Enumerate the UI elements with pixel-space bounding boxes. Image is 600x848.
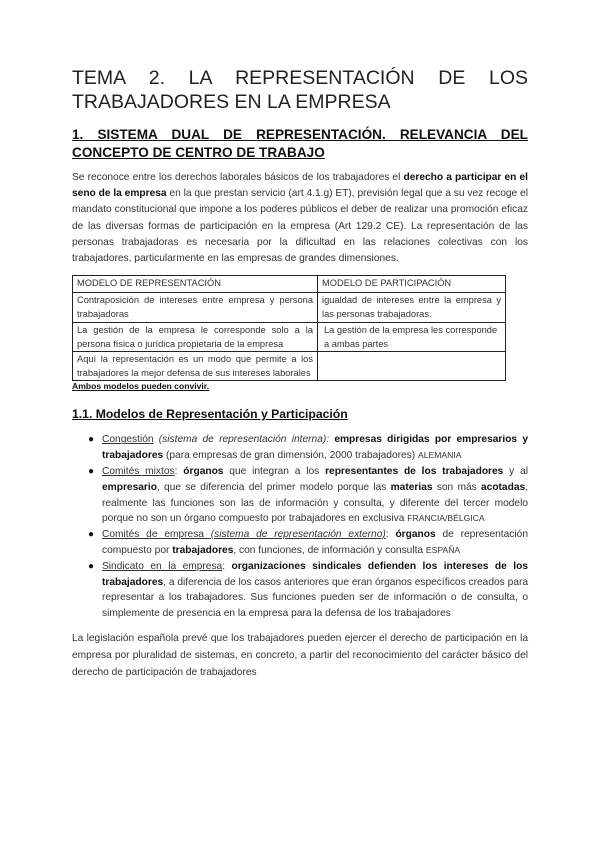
table-cell: Aquí la representación es un modo que permite a los trabajadores la mejor defensa de sus intereses laborales: [73, 352, 318, 381]
models-table: [72, 275, 506, 381]
table-header-row: [73, 276, 506, 293]
intro-text-1: Se reconoce entre los derechos laborales básicos de los trabajadores el: [72, 172, 404, 183]
table-cell: [318, 352, 506, 381]
bullet-bold: materias: [390, 481, 433, 493]
intro-bold-1: derecho a participar en el seno de la empresa: [72, 172, 528, 200]
bullet-bold: representantes de los trabajadores: [325, 466, 504, 478]
intro-text-2: en la que prestan servicio (art 4.1.g) ET), previsión legal que a su vez recoge el mandato constitucional que impone a los poderes públicos el deber de realizar una promoción eficaz de las diversas formas de participación en la empresa (Art 129.2 CE). La representación de las personas trabajadoras es necesaria por la dificultad en las relaciones colectivas con los trabajadores, particularmente en las empresas de grandes dimensiones.: [72, 188, 528, 265]
closing-paragraph: La legislación española prevé que los trabajadores pueden ejercer el derecho de participación en la empresa por pluralidad de sistemas, en concreto, a partir del reconocimiento del carácter básico del derecho de participación de trabajadores: [72, 633, 528, 678]
bullet-term: Comités de empresa: [102, 529, 211, 541]
intro-paragraph: [72, 170, 528, 267]
bullet-bold: organizaciones sindicales defienden los intereses de los trabajadores: [102, 560, 528, 588]
bullet-text: , realmente las funciones son las de información y consulta, y diferente del tercer modelo porque no son un órgano compuesto por trabajadores en exclusiva: [102, 481, 528, 525]
table-row: [73, 293, 506, 322]
country-tag: ALEMANIA: [418, 450, 462, 461]
bullet-term: Sindicato en la empresa: [102, 560, 223, 572]
table-row: [73, 322, 506, 351]
table-cell: La gestión de la empresa le corresponde solo a la persona física o jurídica propietaria de la empresa: [73, 322, 318, 351]
bullet-icon: ●: [88, 529, 95, 541]
bullet-italic: (sistema de representación externo): [210, 529, 386, 541]
table-row: [73, 352, 506, 381]
bullet-bold: acotadas: [480, 481, 526, 493]
bullet-bold: órganos: [183, 466, 224, 478]
section-1-heading-line-1: 1. SISTEMA DUAL DE REPRESENTACIÓN. RELEVANCIA DEL: [72, 127, 528, 142]
bullet-term: Congestión: [102, 434, 154, 446]
bullet-text: , con funciones, de información y consulta: [233, 545, 426, 557]
bullet-text: de representación compuesto por: [102, 529, 528, 557]
country-tag: FRANCIA/BÉLGICA: [407, 513, 485, 524]
table-cell: Contraposición de intereses entre empresa y persona trabajadoras: [73, 293, 318, 322]
models-list: [72, 432, 528, 622]
title-line-1: TEMA 2. LA REPRESENTACIÓN DE LOS: [72, 67, 528, 89]
section-1-heading: [72, 126, 528, 162]
bullet-italic: (sistema de representación interna):: [153, 434, 330, 446]
document-page: [72, 66, 528, 681]
table-note: Ambos modelos pueden convivir.: [72, 381, 210, 392]
table-header-cell: MODELO DE REPRESENTACIÓN: [73, 276, 318, 293]
bullet-text: (para empresas de gran dimensión, 2000 trabajadores): [163, 450, 418, 462]
bullet-bold: empresario: [102, 481, 157, 493]
list-item: [88, 432, 528, 464]
bullet-text: :: [174, 466, 184, 478]
bullet-text: , a diferencia de los casos anteriores que eran órganos específicos creados para representar a los trabajadores. Sus funciones pueden ser de información o de consulta, o simplemente de presencia en la empresa para la defensa de los trabajadores: [102, 576, 528, 620]
section-1-1-heading: 1.1. Modelos de Representación y Participación: [72, 407, 348, 422]
list-item: [88, 559, 528, 622]
table-header-cell: MODELO DE PARTICIPACIÓN: [318, 276, 506, 293]
bullet-text: y al: [503, 466, 529, 478]
bullet-text: :: [222, 560, 232, 572]
page-title: [72, 66, 528, 114]
bullet-bold: órganos: [395, 529, 436, 541]
bullet-icon: ●: [88, 434, 95, 446]
bullet-text: :: [385, 529, 396, 541]
country-tag: ESPAÑA: [425, 545, 461, 556]
bullet-icon: ●: [88, 560, 95, 572]
table-cell: igualdad de intereses entre la empresa y las personas trabajadoras.: [318, 293, 506, 322]
list-item: [88, 527, 528, 559]
table-cell: La gestión de la empresa les corresponde a ambas partes: [318, 322, 506, 351]
bullet-bold: trabajadores: [172, 545, 234, 557]
title-line-2: TRABAJADORES EN LA EMPRESA: [72, 91, 391, 113]
list-item: [88, 464, 529, 527]
bullet-text: son más: [432, 481, 481, 493]
bullet-bold: empresas dirigidas por empresarios y trabajadores: [102, 434, 528, 462]
bullet-term: Comités mixtos: [102, 466, 175, 478]
bullet-text: que integran a los: [223, 466, 326, 478]
section-1-heading-line-2: CONCEPTO DE CENTRO DE TRABAJO: [72, 145, 325, 160]
bullet-icon: ●: [88, 466, 95, 478]
bullet-text: , que se diferencia del primer modelo porque las: [156, 481, 391, 493]
